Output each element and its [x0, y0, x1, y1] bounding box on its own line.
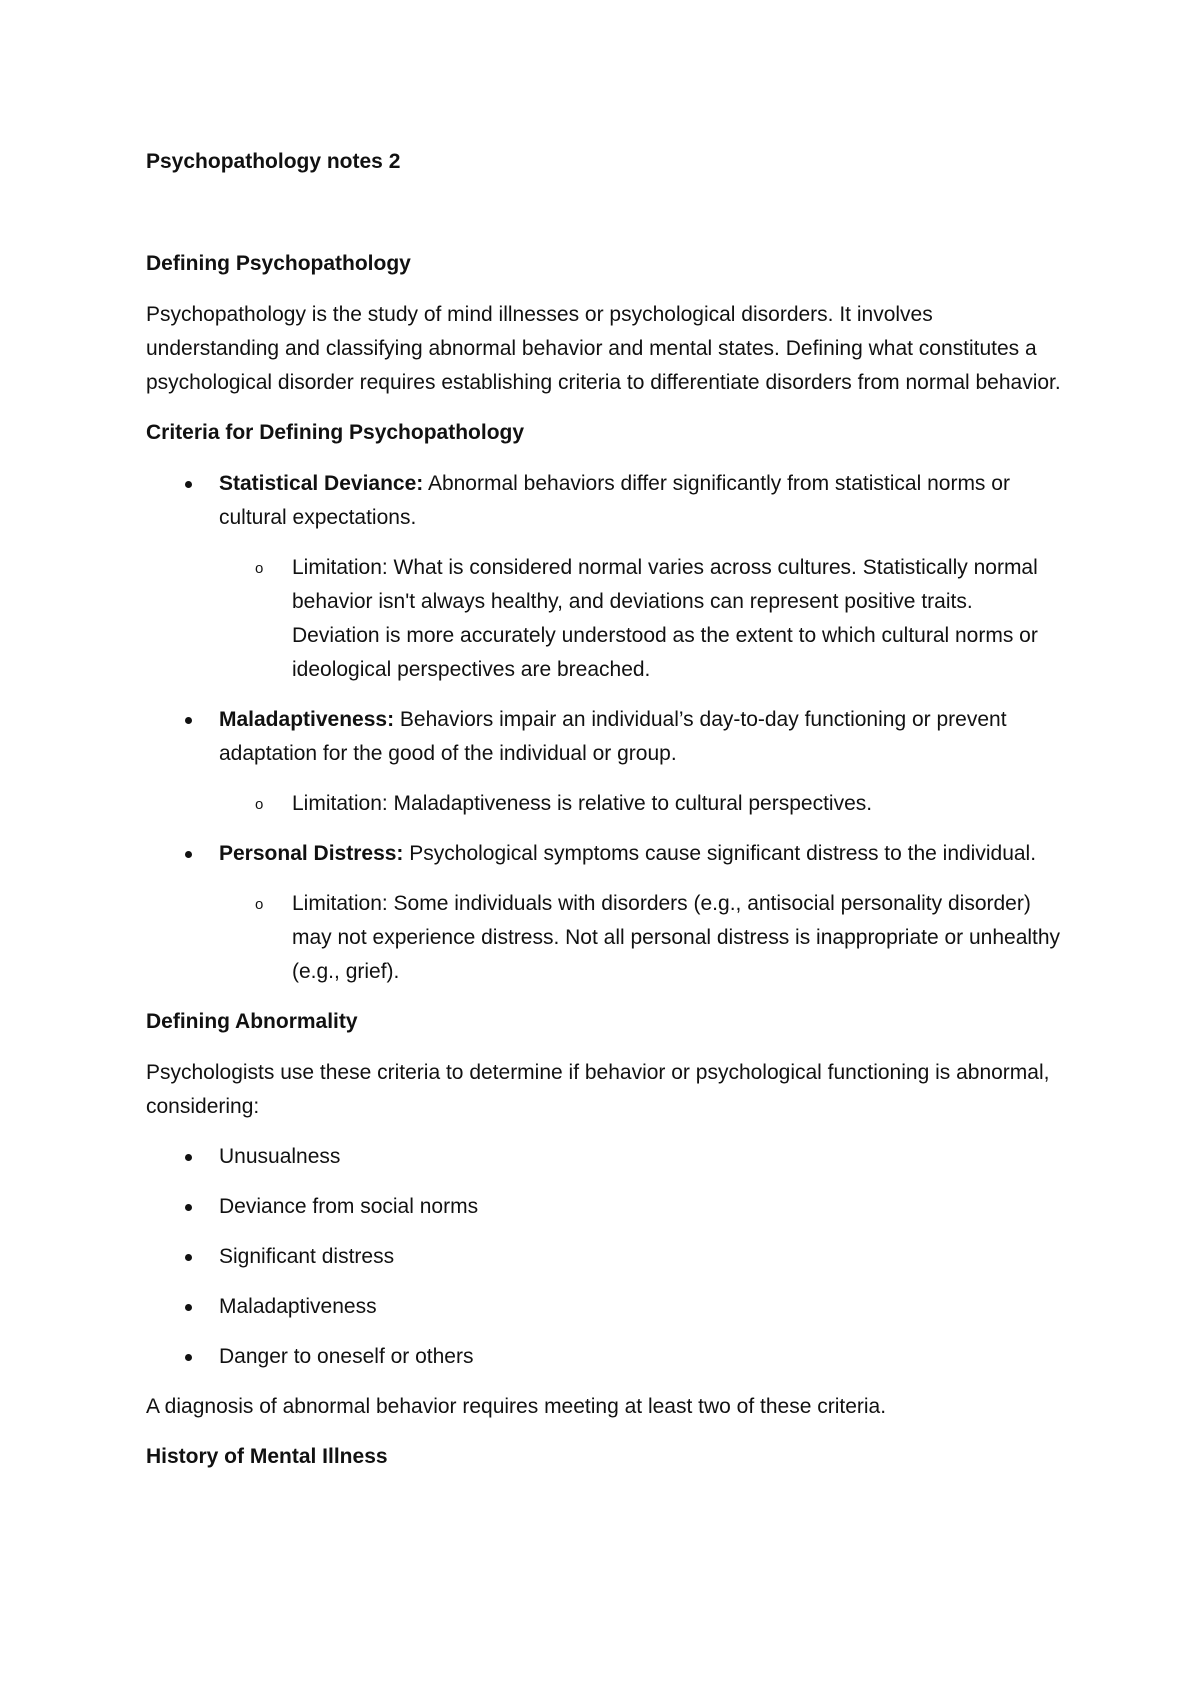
limitation-list [219, 887, 1066, 989]
limitation-item [219, 787, 1066, 821]
sub-bullet-icon: o [255, 896, 264, 913]
paragraph-defining: Psychopathology is the study of mind illnesses or psychological disorders. It involves understanding and classifying abnormal behavior and mental states. Defining what constitutes a psychological disorder requires establishing criteria to differentiate disorders from normal behavior. [146, 303, 1061, 394]
bullet-icon [185, 1254, 192, 1261]
paragraph-abnormality: Psychologists use these criteria to determine if behavior or psychological functioning is abnormal, considering: [146, 1061, 1050, 1118]
criteria-list [146, 467, 1066, 989]
bullet-icon [185, 1304, 192, 1311]
list-item-text: Deviance from social norms [219, 1195, 479, 1218]
bullet-icon [185, 1154, 192, 1161]
criteria-term: Statistical Deviance: [219, 472, 424, 495]
limitation-text: Limitation: Maladaptiveness is relative to cultural perspectives. [292, 792, 873, 815]
sub-bullet-icon: o [255, 796, 264, 813]
bullet-icon [185, 717, 192, 724]
section-heading-abnormality: Defining Abnormality [146, 1010, 358, 1033]
section-heading-history: History of Mental Illness [146, 1445, 388, 1468]
paragraph-conclusion: A diagnosis of abnormal behavior requires meeting at least two of these criteria. [146, 1395, 887, 1418]
section-heading-criteria: Criteria for Defining Psychopathology [146, 421, 525, 444]
list-item-text: Maladaptiveness [219, 1295, 377, 1318]
bullet-icon [185, 1204, 192, 1211]
list-item-text: Significant distress [219, 1245, 395, 1268]
limitation-item [219, 551, 1066, 687]
list-item [146, 1190, 1066, 1224]
criteria-term: Maladaptiveness: [219, 708, 395, 731]
list-item [146, 1340, 1066, 1374]
document-title: Psychopathology notes 2 [146, 150, 401, 173]
limitation-text: Limitation: What is considered normal varies across cultures. Statistically normal behavior isn't always healthy, and deviations can represent positive traits. Deviation is more accurately understood as the extent to which cultural norms or ideological perspectives are breached. [292, 556, 1038, 681]
limitation-list [219, 787, 1066, 821]
bullet-icon [185, 481, 192, 488]
criteria-text: Behaviors impair an individual’s day-to-day functioning or prevent adaptation for the good of the individual or group. [219, 708, 1007, 765]
list-item [146, 1290, 1066, 1324]
section-heading-defining: Defining Psychopathology [146, 252, 411, 275]
limitation-text: Limitation: Some individuals with disorders (e.g., antisocial personality disorder) may not experience distress. Not all personal distress is inappropriate or unhealthy (e.g., grief). [292, 892, 1061, 983]
criteria-item-statistical-deviance [146, 467, 1066, 687]
bullet-icon [185, 1354, 192, 1361]
list-item [146, 1140, 1066, 1174]
criteria-text: Psychological symptoms cause significant distress to the individual. [403, 842, 1037, 865]
criteria-term: Personal Distress: [219, 842, 404, 865]
criteria-item-maladaptiveness [146, 703, 1066, 821]
criteria-text: Abnormal behaviors differ significantly from statistical norms or cultural expectations. [219, 472, 1010, 529]
list-item-text: Unusualness [219, 1145, 341, 1168]
document-page [146, 145, 1066, 1491]
limitation-list [219, 551, 1066, 687]
limitation-item [219, 887, 1066, 989]
list-item-text: Danger to oneself or others [219, 1345, 474, 1368]
abnormality-list [146, 1140, 1066, 1374]
bullet-icon [185, 851, 192, 858]
criteria-item-personal-distress [146, 837, 1066, 989]
list-item [146, 1240, 1066, 1274]
sub-bullet-icon: o [255, 560, 264, 577]
